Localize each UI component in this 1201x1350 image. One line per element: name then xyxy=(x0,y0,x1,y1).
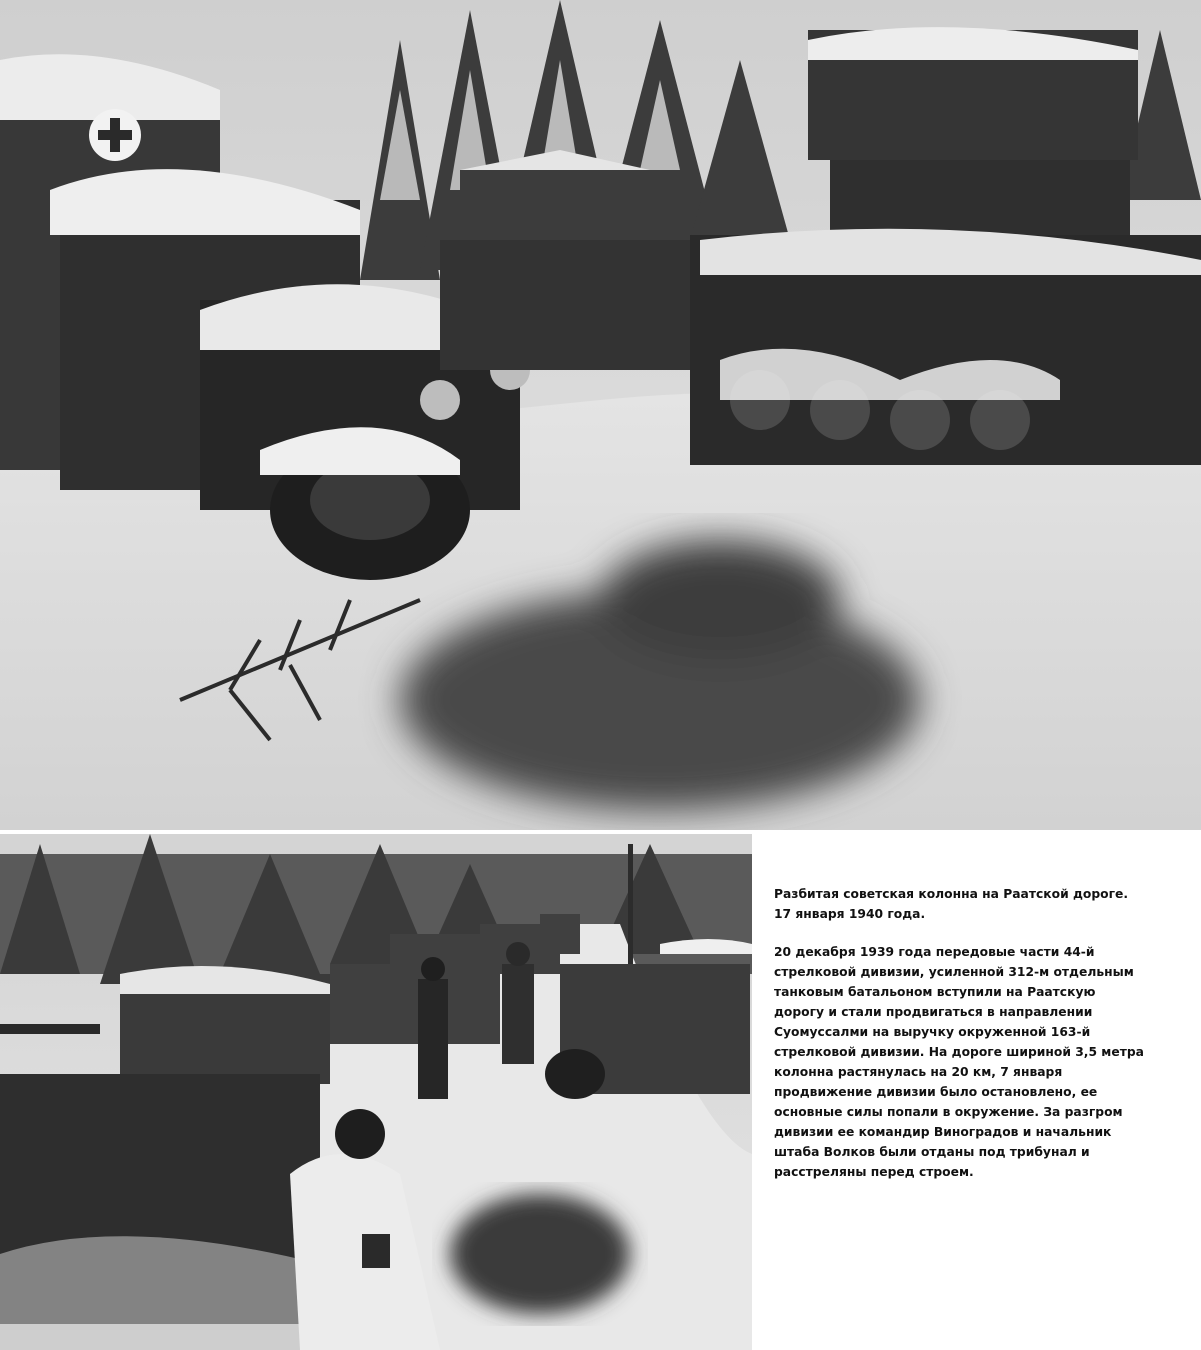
bottom-photo-scene xyxy=(0,834,752,1350)
caption-body: 20 декабря 1939 года передовые части 44-й стрелковой дивизии, усиленной 312-м отдельным танковым батальоном вступили на Раатскую дорогу и стали продвигаться в направлении Суомуссалми на выручку окруженной 163-й стрелковой дивизии. На дороге шириной 3,5 метра колонна растянулась на 20 км, 7 января продвижение дивизии было остановлено, ее основные силы попали в окружение. За разгром дивизии ее командир Виноградов и начальник штаба Волков были отданы под трибунал и расстреляны перед строем. xyxy=(774,945,1144,1179)
caption-block xyxy=(774,884,1146,1200)
bottom-photograph xyxy=(0,834,752,1350)
forest-background xyxy=(0,834,752,984)
caption-heading: Разбитая советская колонна на Раатской дороге. 17 января 1940 года. xyxy=(774,887,1129,921)
blurred-region xyxy=(450,1194,630,1314)
